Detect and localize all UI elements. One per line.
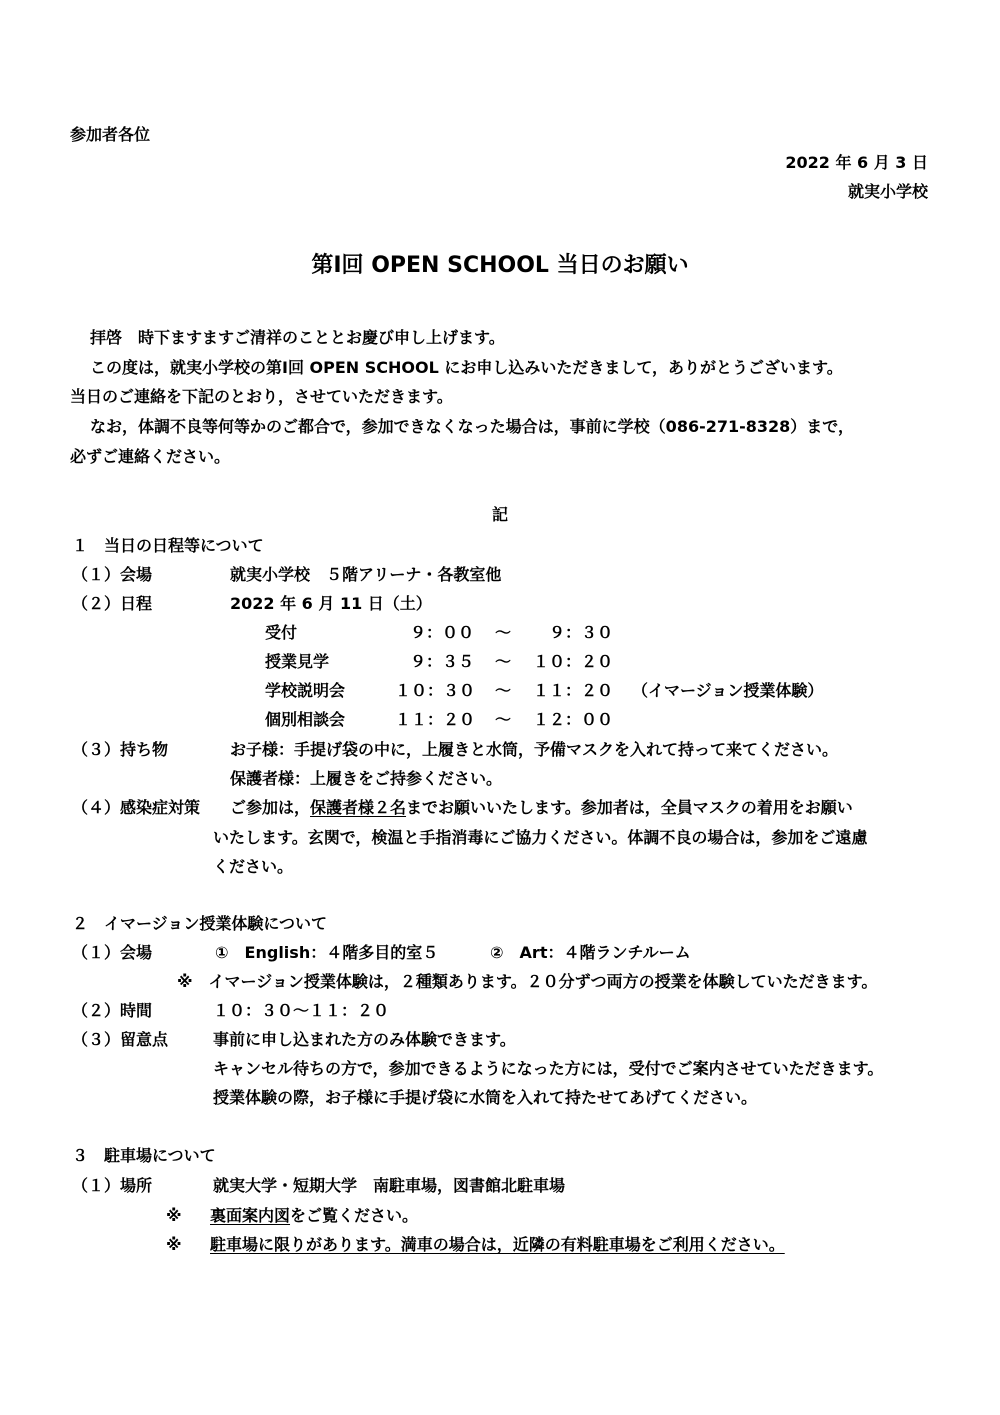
notes-line: 授業体験の際，お子様に手提げ袋に水筒を入れて持たせてあげてください。 [213, 1088, 758, 1107]
infection-text: ご参加は， [230, 798, 311, 817]
time-value: １０：３０～１１：２０ [213, 1001, 390, 1020]
schedule-tilde: ～ [495, 681, 512, 700]
schedule-item-name: 授業見学 [265, 652, 330, 671]
note-mark: ※ [166, 1206, 182, 1225]
place-label: （１）場所 [72, 1176, 153, 1195]
venue-label: （１）会場 [72, 565, 153, 584]
notes-label: （３）留意点 [72, 1030, 169, 1049]
schedule-start: ９：００ [410, 623, 475, 642]
addressee: 参加者各位 [70, 125, 151, 144]
venue-label: （１）会場 [72, 943, 153, 962]
schedule-item-name: 学校説明会 [265, 681, 346, 700]
infection-text: までお願いいたします。参加者は，全員マスクの着用をお願い [406, 798, 853, 817]
intro-line: 当日のご連絡を下記のとおり，させていただきます。 [70, 387, 453, 406]
schedule-start: ９：３５ [410, 652, 475, 671]
venue-note: ※ イマージョン授業体験は，２種類あります。２０分ずつ両方の授業を体験していただきます。 [177, 972, 878, 991]
parking-note [210, 1206, 418, 1226]
items-line: お子様：手提げ袋の中に，上履きと水筒，予備マスクを入れて持って来てください。 [230, 740, 839, 759]
intro-line: 拝啓 時下ますますご清祥のこととお慶び申し上げます。 [90, 328, 505, 347]
parking-limit-note: 駐車場に限りがあります。満車の場合は，近隣の有料駐車場をご利用ください。 [210, 1235, 785, 1254]
ki-marker: 記 [491, 505, 508, 524]
schedule-tilde: ～ [495, 652, 512, 671]
infection-label: （４）感染症対策 [72, 798, 201, 817]
intro-line: 必ずご連絡ください。 [70, 447, 231, 466]
schedule-date: 2022 年 6 月 11 日（土） [230, 594, 432, 613]
infection-line: いたします。玄関で，検温と手指消毒にご協力ください。体調不良の場合は，参加をご遠慮 [213, 828, 868, 847]
intro-line: なお，体調不良等何等かのご都合で，参加できなくなった場合は，事前に学校（086-271-8328）まで， [90, 417, 854, 436]
issue-date: 2022 年 6 月 3 日 [785, 153, 928, 172]
map-reference: 裏面案内図 [210, 1206, 291, 1225]
items-label: （３）持ち物 [72, 740, 169, 759]
schedule-item-name: 受付 [265, 623, 298, 642]
schedule-end: １２：００ [533, 710, 614, 729]
intro-line: この度は，就実小学校の第Ⅰ回 OPEN SCHOOL にお申し込みいただきまして，ありがとうございます。 [90, 358, 843, 377]
section-heading: ３ 駐車場について [72, 1146, 216, 1165]
section-heading: １ 当日の日程等について [72, 536, 264, 555]
schedule-label: （２）日程 [72, 594, 153, 613]
venue-english: ① English：４階多目的室５ [215, 943, 439, 962]
schedule-end: １０：２０ [533, 652, 614, 671]
notes-line: キャンセル待ちの方で，参加できるようになった方には，受付でご案内させていただきます。 [213, 1059, 884, 1078]
schedule-end: １１：２０ [533, 681, 614, 700]
time-label: （２）時間 [72, 1001, 153, 1020]
place-value: 就実大学・短期大学 南駐車場，図書館北駐車場 [213, 1176, 566, 1195]
schedule-start: １０：３０ [395, 681, 476, 700]
schedule-item-name: 個別相談会 [265, 710, 346, 729]
schedule-tilde: ～ [495, 710, 512, 729]
infection-line: ください。 [213, 857, 294, 876]
items-line: 保護者様：上履きをご持参ください。 [230, 769, 503, 788]
schedule-tilde: ～ [495, 623, 512, 642]
sender: 就実小学校 [847, 182, 928, 201]
infection-line [230, 798, 853, 818]
schedule-start: １１：２０ [395, 710, 476, 729]
venue-art: ② Art：４階ランチルーム [490, 943, 691, 962]
notes-line: 事前に申し込まれた方のみ体験できます。 [213, 1030, 516, 1049]
infection-underlined: 保護者様２名 [310, 798, 407, 817]
note-mark: ※ [166, 1235, 182, 1254]
schedule-note: （イマージョン授業体験） [632, 681, 824, 700]
section-heading: ２ イマージョン授業体験について [72, 914, 328, 933]
document-title: 第Ⅰ回 OPEN SCHOOL 当日のお願い [311, 253, 689, 278]
parking-note-text: をご覧ください。 [290, 1206, 419, 1225]
schedule-end: ９：３０ [549, 623, 614, 642]
venue-value: 就実小学校 ５階アリーナ・各教室他 [230, 565, 502, 584]
